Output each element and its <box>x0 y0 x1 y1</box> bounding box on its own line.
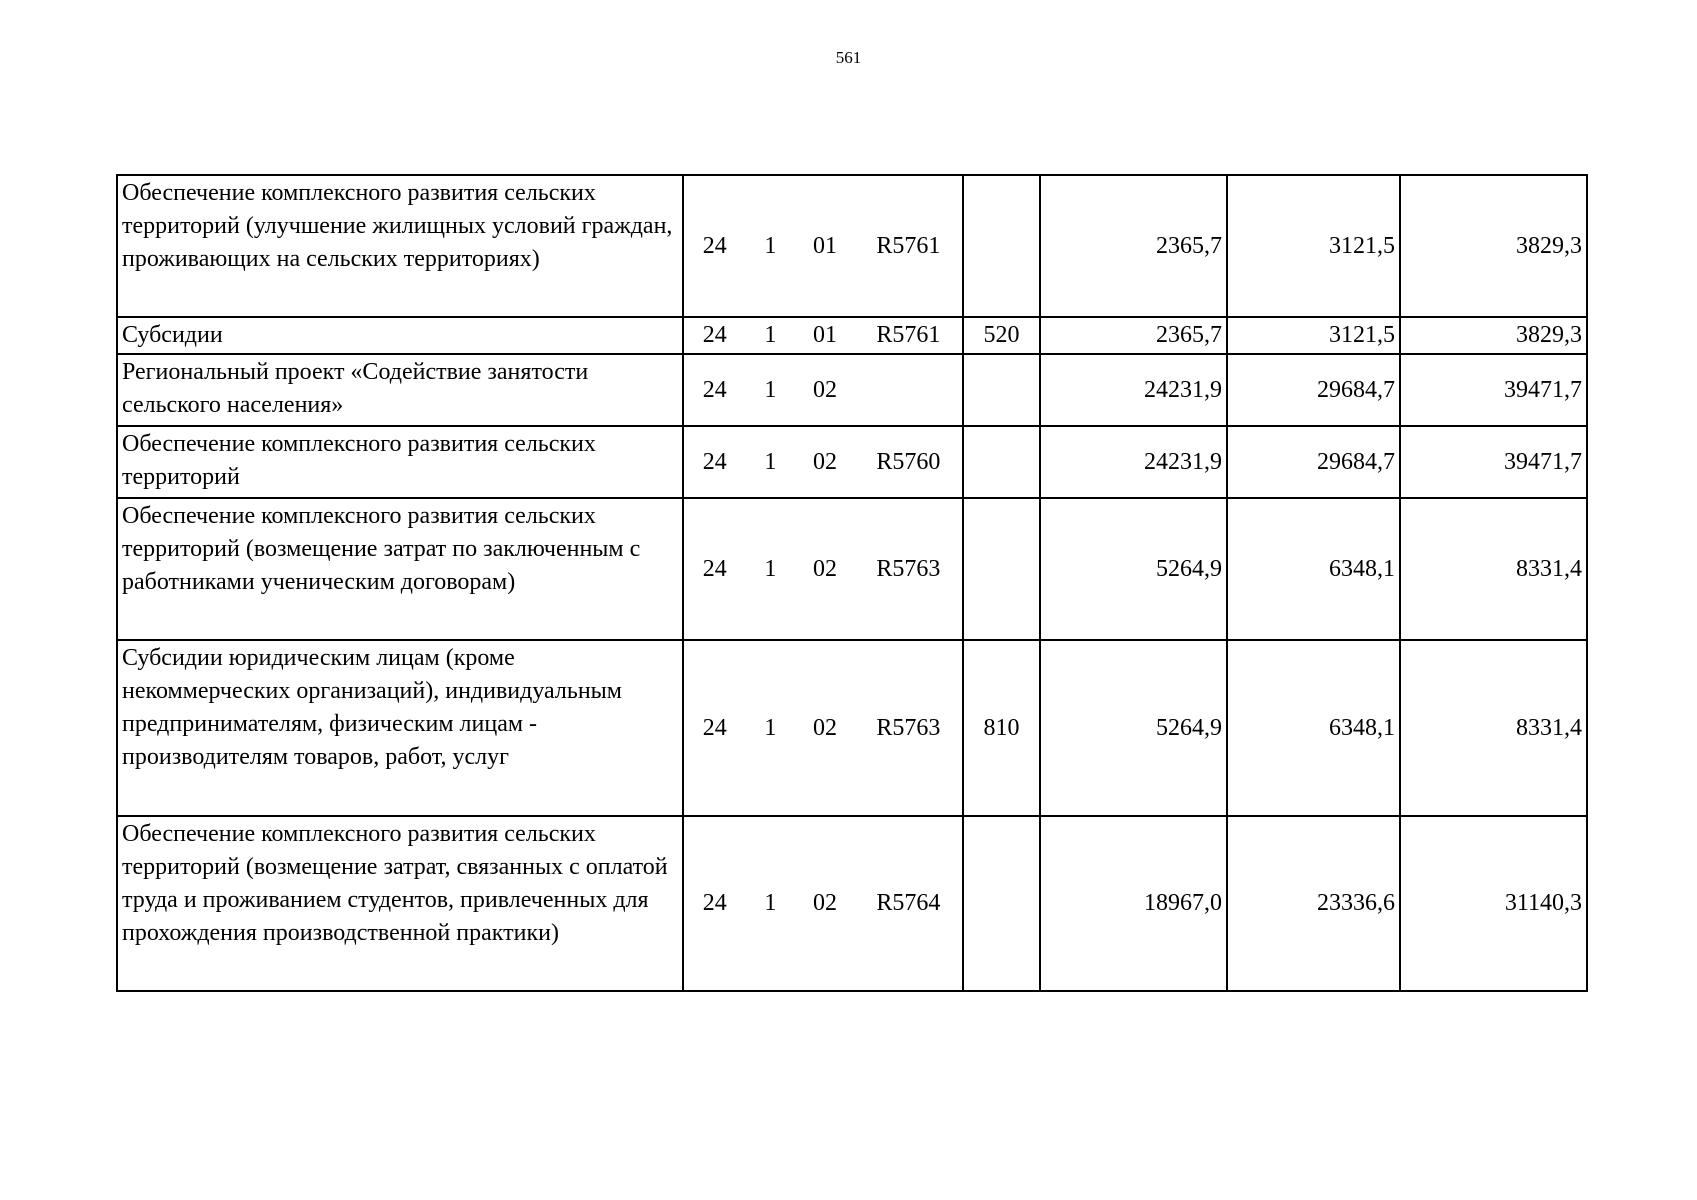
main-event-code: 02 <box>812 555 837 582</box>
row-name: Региональный проект «Содействие занятости сельского населения» <box>117 354 683 426</box>
table-row <box>117 816 1587 991</box>
row-codes <box>683 354 963 426</box>
row-codes <box>683 317 963 354</box>
expense-type <box>963 498 1040 640</box>
row-codes <box>683 175 963 317</box>
expense-type <box>963 426 1040 498</box>
row-codes <box>683 498 963 640</box>
program-code: 24 <box>702 890 727 916</box>
table-row <box>117 640 1587 816</box>
program-code: 24 <box>702 555 727 582</box>
subprogram-code: 1 <box>764 376 777 403</box>
expense-type <box>963 354 1040 426</box>
subprogram-code: 1 <box>764 714 777 741</box>
main-event-code: 02 <box>812 448 837 475</box>
row-name: Обеспечение комплексного развития сельских территорий <box>117 426 683 498</box>
program-code: 24 <box>702 376 727 403</box>
amount-year-1: 2365,7 <box>1040 317 1227 354</box>
amount-year-3: 39471,7 <box>1400 426 1587 498</box>
subprogram-code: 1 <box>764 448 777 475</box>
direction-code: R5760 <box>876 448 941 475</box>
amount-year-3: 39471,7 <box>1400 354 1587 426</box>
amount-year-1: 5264,9 <box>1040 640 1227 816</box>
row-name: Обеспечение комплексного развития сельских территорий (возмещение затрат по заключенным с работниками ученическим договорам) <box>117 498 683 640</box>
amount-year-2: 6348,1 <box>1227 640 1400 816</box>
main-event-code: 01 <box>812 322 837 348</box>
table-row <box>117 175 1587 317</box>
amount-year-1: 24231,9 <box>1040 354 1227 426</box>
expense-type <box>963 816 1040 991</box>
main-event-code: 02 <box>812 714 837 741</box>
row-codes <box>683 816 963 991</box>
amount-year-1: 18967,0 <box>1040 816 1227 991</box>
main-event-code: 01 <box>812 232 837 259</box>
amount-year-2: 29684,7 <box>1227 354 1400 426</box>
program-code: 24 <box>702 448 727 475</box>
table-row <box>117 426 1587 498</box>
row-codes <box>683 640 963 816</box>
row-name: Субсидии <box>117 317 683 354</box>
subprogram-code: 1 <box>764 322 777 348</box>
amount-year-2: 6348,1 <box>1227 498 1400 640</box>
amount-year-2: 3121,5 <box>1227 317 1400 354</box>
amount-year-2: 23336,6 <box>1227 816 1400 991</box>
row-name: Обеспечение комплексного развития сельских территорий (улучшение жилищных условий граждан, проживающих на сельских территориях) <box>117 175 683 317</box>
row-name: Обеспечение комплексного развития сельских территорий (возмещение затрат, связанных с оплатой труда и проживанием студентов, привлеченных для прохождения производственной практики) <box>117 816 683 991</box>
amount-year-3: 31140,3 <box>1400 816 1587 991</box>
row-name: Субсидии юридическим лицам (кроме некоммерческих организаций), индивидуальным предпринимателям, физическим лицам - производителям товаров, работ, услуг <box>117 640 683 816</box>
subprogram-code: 1 <box>764 890 777 916</box>
direction-code: R5761 <box>876 322 941 348</box>
budget-table <box>116 174 1588 992</box>
table-row <box>117 317 1587 354</box>
expense-type <box>963 175 1040 317</box>
expense-type: 520 <box>963 317 1040 354</box>
subprogram-code: 1 <box>764 555 777 582</box>
amount-year-3: 3829,3 <box>1400 317 1587 354</box>
direction-code: R5763 <box>876 714 941 741</box>
main-event-code: 02 <box>812 376 837 403</box>
main-event-code: 02 <box>812 890 837 916</box>
expense-type: 810 <box>963 640 1040 816</box>
program-code: 24 <box>702 232 727 259</box>
row-codes <box>683 426 963 498</box>
amount-year-3: 8331,4 <box>1400 498 1587 640</box>
amount-year-1: 2365,7 <box>1040 175 1227 317</box>
program-code: 24 <box>702 714 727 741</box>
direction-code: R5764 <box>876 890 941 916</box>
subprogram-code: 1 <box>764 232 777 259</box>
table-row <box>117 354 1587 426</box>
program-code: 24 <box>702 322 727 348</box>
table-row <box>117 498 1587 640</box>
amount-year-1: 5264,9 <box>1040 498 1227 640</box>
page-number: 561 <box>835 48 862 67</box>
amount-year-2: 3121,5 <box>1227 175 1400 317</box>
amount-year-1: 24231,9 <box>1040 426 1227 498</box>
amount-year-3: 3829,3 <box>1400 175 1587 317</box>
direction-code: R5761 <box>876 232 941 259</box>
amount-year-2: 29684,7 <box>1227 426 1400 498</box>
amount-year-3: 8331,4 <box>1400 640 1587 816</box>
direction-code: R5763 <box>876 555 941 582</box>
